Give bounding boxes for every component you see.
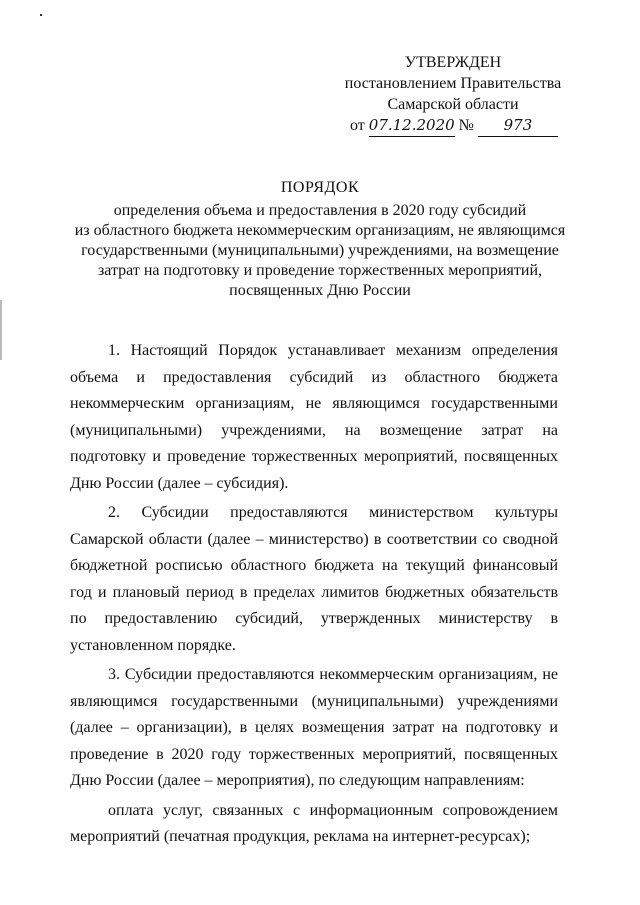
approval-stamp-block (318, 52, 588, 137)
subtitle-line: определения объема и предоставления в 2020 году субсидий (113, 202, 527, 219)
subtitle-line: государственными (муниципальными) учреждениями, на возмещение (81, 242, 559, 259)
approval-line-2: Самарской области (387, 96, 519, 113)
document-heading (60, 178, 580, 301)
document-body (70, 338, 558, 854)
document-title: ПОРЯДОК (280, 179, 360, 196)
subtitle-line: посвященных Дню России (229, 282, 411, 299)
paragraph-1: 1. Настоящий Порядок устанавливает механизм определения объема и предоставления субсидий из областного бюджета некоммерческим организациям, не являющимся государственными (муниципальными) учреждениями, на возмещение затрат на подготовку и проведение торжественных мероприятий, посвященных Дню России (далее – субсидия). (70, 342, 558, 492)
approval-number: 973 (478, 115, 558, 137)
subtitle-line: из областного бюджета некоммерческим организациям, не являющимся (74, 222, 566, 239)
scan-speck (40, 14, 42, 16)
subtitle-line: затрат на подготовку и проведение торжественных мероприятий, (97, 262, 543, 279)
approval-line-1: постановлением Правительства (344, 75, 562, 92)
scan-edge-mark (0, 300, 2, 360)
approval-title: УТВЕРЖДЕН (404, 54, 502, 71)
number-sign: № (458, 117, 474, 134)
paragraph-4: оплата услуг, связанных с информационным сопровождением мероприятий (печатная продукция, реклама на интернет-ресурсах); (70, 801, 558, 845)
paragraph-3: 3. Субсидии предоставляются некоммерческим организациям, не являющимся государственными (муниципальными) учреждениями (далее – организации), в целях возмещения затрат на подготовку и проведение в 2020 году торжественных мероприятий, посвященных Дню России (далее – мероприятия), по следующим направлениям: (70, 666, 558, 789)
paragraph-2: 2. Субсидии предоставляются министерством культуры Самарской области (далее – министерство) в соответствии со сводной бюджетной росписью областного бюджета на текущий финансовый год и плановый период в пределах лимитов бюджетных обязательств по предоставлению субсидий, утвержденных министерству в установленном порядке. (70, 504, 558, 654)
approval-date: 07.12.2020 (369, 115, 455, 137)
approval-date-line (318, 115, 588, 137)
date-prefix: от (350, 117, 365, 134)
